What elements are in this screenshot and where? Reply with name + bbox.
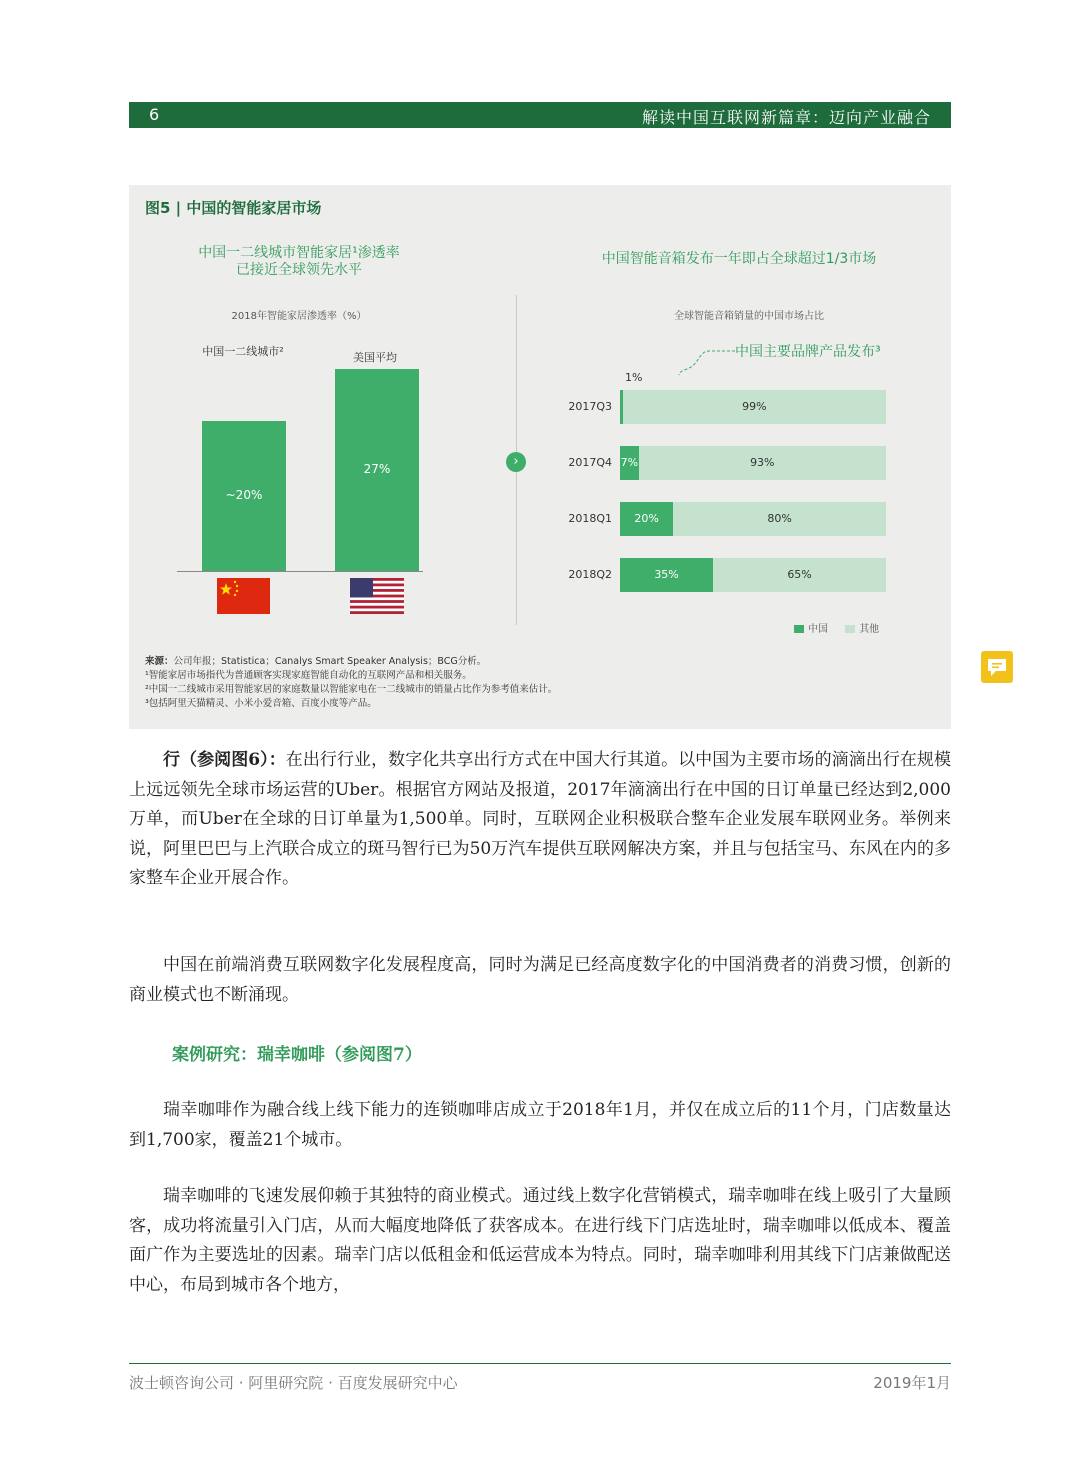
note-1: ¹智能家居市场指代为普通顾客实现家庭智能自动化的互联网产品和相关服务。	[145, 670, 472, 681]
source-text: 公司年报；Statistica；Canalys Smart Speaker Analysis；BCG分析。	[173, 656, 487, 667]
figure-notes	[145, 655, 557, 711]
right-subtitle: 中国智能音箱发布一年即占全球超过1/3市场	[601, 251, 877, 267]
note-3: ³包括阿里天猫精灵、小米小爱音箱、百度小度等产品。	[145, 698, 377, 709]
paragraph-4-text: 瑞幸咖啡的飞速发展仰赖于其独特的商业模式。通过线上数字化营销模式，瑞幸咖啡在线上吸引了大量顾客，成功将流量引入门店，从而大幅度地降低了获客成本。在进行线下门店选址时，瑞幸咖啡以低成本、覆盖面广作为主要选址的因素。瑞幸门店以低租金和低运营成本为特点。同时，瑞幸咖啡利用其线下门店兼做配送中心，布局到城市各个地方，	[129, 1186, 951, 1295]
stacked-bar-row	[620, 390, 886, 424]
quarter-label: 2018Q1	[568, 512, 612, 525]
legend-other: 其他	[859, 624, 880, 635]
paragraph-3-text: 瑞幸咖啡作为融合线上线下能力的连锁咖啡店成立于2018年1月，并仅在成立后的11个月，门店数量达到1,700家，覆盖21个城市。	[129, 1100, 951, 1150]
header-title: 解读中国互联网新篇章：迈向产业融合	[641, 108, 931, 127]
paragraph-3	[129, 1096, 951, 1155]
bar-segment-other: 93%	[639, 446, 886, 480]
quarter-label: 2017Q3	[568, 400, 612, 413]
stacked-bar-row	[620, 558, 886, 592]
note-2: ²中国一二线城市采用智能家居的家庭数量以智能家电在一二线城市的销量占比作为参考值来估计。	[145, 684, 558, 695]
callout-leader-line	[669, 345, 739, 385]
footer-organizations: 波士顿咨询公司 · 阿里研究院 · 百度发展研究中心	[129, 1374, 458, 1392]
bar-segment-china: 7%	[620, 446, 639, 480]
quarter-label: 2017Q4	[568, 456, 612, 469]
usa-flag-icon	[350, 578, 404, 614]
left-subtitle-line2: 已接近全球领先水平	[236, 262, 362, 278]
bar-value-label: 27%	[363, 461, 391, 476]
bar-value-label: ~20%	[225, 488, 263, 502]
left-subtitle-line1: 中国一二线城市智能家居¹渗透率	[198, 245, 400, 261]
bar-category-label-1: 美国平均	[353, 351, 397, 364]
right-chart-title: 全球智能音箱销量的中国市场占比	[674, 311, 824, 322]
legend-swatch-china	[794, 625, 804, 633]
paragraph-1-text: 在出行行业，数字化共享出行方式在中国大行其道。以中国为主要市场的滴滴出行在规模上远远领先全球市场运营的Uber。根据官方网站及报道，2017年滴滴出行在中国的日订单量已经达到2,000万单，而Uber在全球的日订单量为1,500单。同时，互联网企业积极联合整车企业发展车联网业务。举例来说，阿里巴巴与上汽联合成立的斑马智行已为50万汽车提供互联网解决方案，并且与包括宝马、东风在内的多家整车企业开展合作。	[129, 750, 951, 888]
paragraph-4	[129, 1182, 951, 1300]
bar-china	[202, 421, 286, 571]
bar-segment-china: 20%	[620, 502, 673, 536]
bar-segment-other: 99%	[623, 390, 886, 424]
paragraph-2-text: 中国在前端消费互联网数字化发展程度高，同时为满足已经高度数字化的中国消费者的消费习惯，创新的商业模式也不断涌现。	[129, 955, 951, 1005]
page-header	[129, 102, 951, 128]
one-percent-label: 1%	[625, 371, 643, 384]
figure-title: 图5 | 中国的智能家居市场	[145, 199, 322, 217]
left-subtitle	[169, 245, 429, 279]
case-heading: 案例研究：瑞幸咖啡（参阅图7）	[172, 1045, 422, 1065]
paragraph-1-lead: 行（参阅图6）：	[163, 750, 286, 770]
page-number: 6	[149, 105, 160, 124]
bar-usa	[335, 369, 419, 572]
legend	[794, 620, 879, 635]
chart-baseline	[177, 571, 423, 572]
chevron-right-icon: ›	[506, 452, 526, 472]
footer-date: 2019年1月	[873, 1374, 951, 1392]
china-flag-icon	[217, 578, 270, 614]
brand-launch-callout: 中国主要品牌产品发布³	[735, 344, 881, 360]
quarter-label: 2018Q2	[568, 568, 612, 581]
left-chart-ylabel: 2018年智能家居渗透率（%）	[231, 311, 367, 322]
comment-icon[interactable]	[981, 651, 1013, 683]
footer-rule	[129, 1363, 951, 1364]
bar-category-label-0: 中国一二线城市²	[202, 345, 284, 358]
paragraph-1	[129, 746, 951, 894]
figure-5	[129, 185, 951, 729]
bar-segment-other: 65%	[713, 558, 886, 592]
paragraph-2	[129, 951, 951, 1010]
bar-segment-china: 35%	[620, 558, 713, 592]
comment-glyph	[981, 651, 1013, 683]
legend-china: 中国	[808, 624, 828, 635]
source-label: 来源：	[145, 656, 174, 667]
bar-segment-other: 80%	[673, 502, 886, 536]
legend-swatch-other	[845, 625, 855, 633]
stacked-bar-row	[620, 446, 886, 480]
stacked-bar-row	[620, 502, 886, 536]
